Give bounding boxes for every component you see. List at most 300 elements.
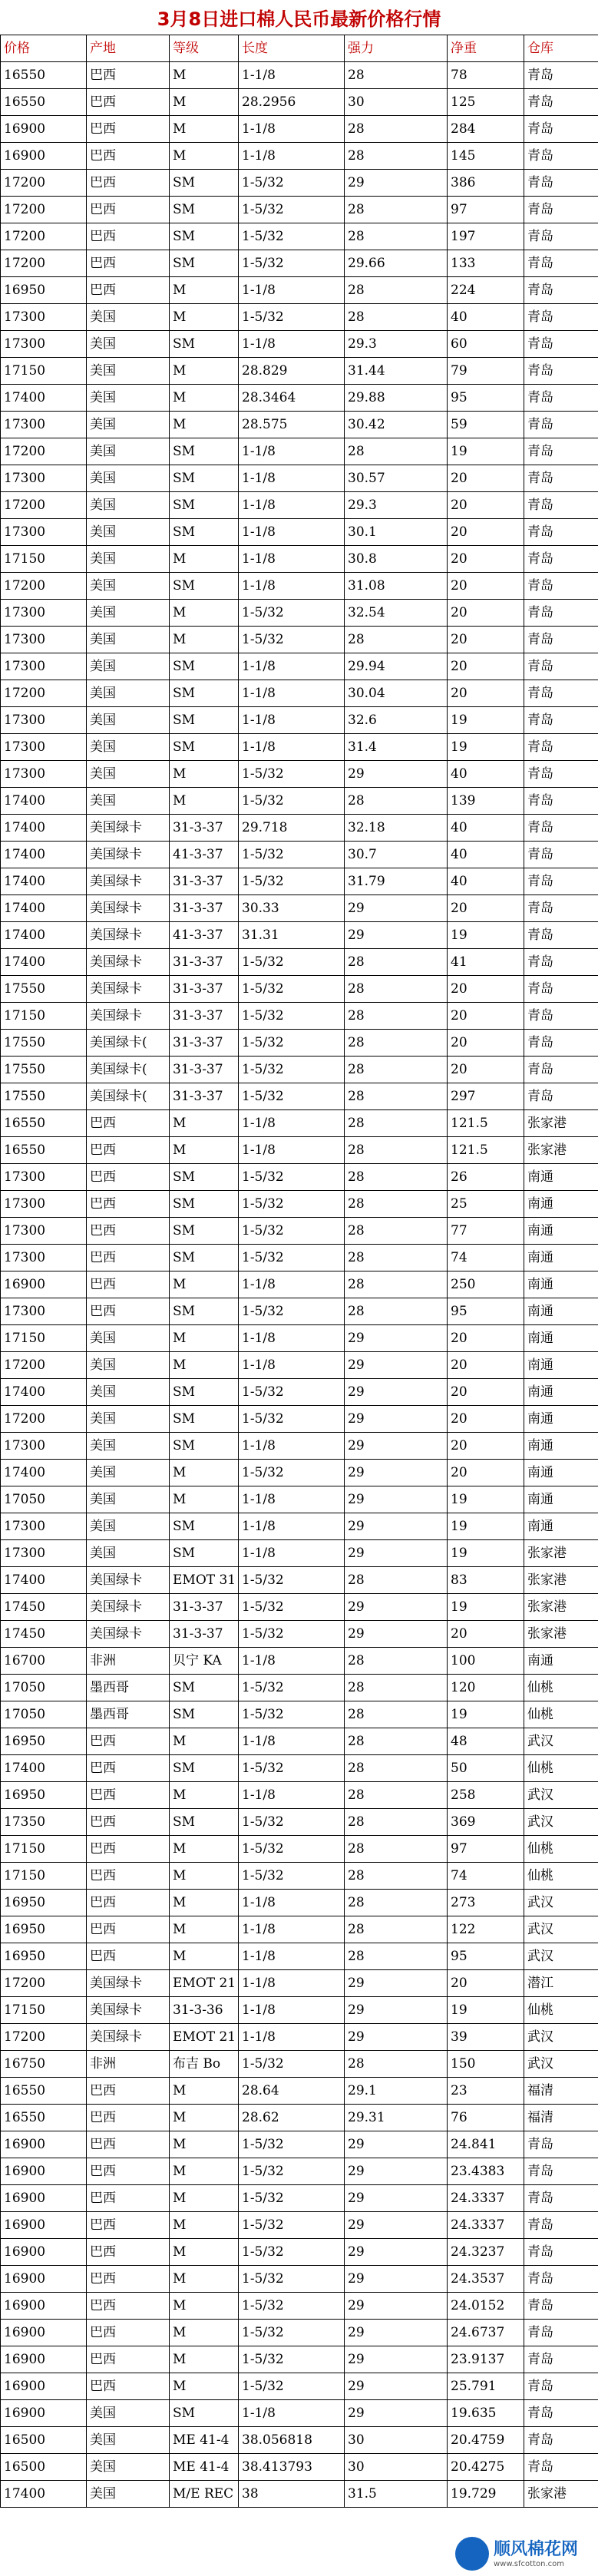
strength-cell: 29 xyxy=(345,761,448,788)
net-weight-cell: 20 xyxy=(448,976,524,1003)
net-weight-cell: 60 xyxy=(448,331,524,358)
warehouse-cell: 武汉 xyxy=(524,1890,598,1916)
price-cell: 16550 xyxy=(1,89,87,116)
net-weight-cell: 24.3537 xyxy=(448,2266,524,2293)
net-weight-cell: 122 xyxy=(448,1916,524,1943)
origin-cell: 巴西 xyxy=(87,1943,170,1970)
strength-cell: 28 xyxy=(345,116,448,143)
price-cell: 16950 xyxy=(1,1916,87,1943)
origin-cell: 美国绿卡 xyxy=(87,949,170,976)
origin-cell: 美国 xyxy=(87,331,170,358)
origin-cell: 美国 xyxy=(87,358,170,385)
net-weight-cell: 78 xyxy=(448,62,524,89)
price-cell: 16900 xyxy=(1,2373,87,2400)
grade-cell: SM xyxy=(170,1191,239,1218)
strength-cell: 28 xyxy=(345,438,448,465)
length-cell: 38.056818 xyxy=(239,2427,345,2454)
price-cell: 17400 xyxy=(1,868,87,895)
strength-cell: 28 xyxy=(345,62,448,89)
price-cell: 16900 xyxy=(1,116,87,143)
length-cell: 1-1/8 xyxy=(239,1728,345,1755)
price-cell: 17300 xyxy=(1,1245,87,1271)
warehouse-cell: 青岛 xyxy=(524,761,598,788)
origin-cell: 美国绿卡 xyxy=(87,895,170,922)
grade-cell: 贝宁 KA xyxy=(170,1648,239,1675)
table-row xyxy=(1,2051,598,2078)
length-cell: 1-1/8 xyxy=(239,653,345,680)
origin-cell: 巴西 xyxy=(87,1836,170,1863)
length-cell: 1-1/8 xyxy=(239,143,345,170)
net-weight-cell: 59 xyxy=(448,412,524,438)
length-cell: 1-5/32 xyxy=(239,949,345,976)
price-cell: 17300 xyxy=(1,1540,87,1567)
strength-cell: 28 xyxy=(345,1890,448,1916)
price-cell: 17400 xyxy=(1,895,87,922)
grade-cell: SM xyxy=(170,1433,239,1460)
net-weight-cell: 250 xyxy=(448,1271,524,1298)
warehouse-cell: 青岛 xyxy=(524,788,598,815)
strength-cell: 29 xyxy=(345,1594,448,1621)
strength-cell: 29 xyxy=(345,2185,448,2212)
warehouse-cell: 青岛 xyxy=(524,1083,598,1110)
origin-cell: 非洲 xyxy=(87,1648,170,1675)
length-cell: 1-5/32 xyxy=(239,1406,345,1433)
grade-cell: M xyxy=(170,2239,239,2266)
origin-cell: 美国 xyxy=(87,492,170,519)
origin-cell: 巴西 xyxy=(87,1164,170,1191)
grade-cell: M/E REC xyxy=(170,2481,239,2508)
length-cell: 1-5/32 xyxy=(239,1594,345,1621)
table-row xyxy=(1,653,598,680)
net-weight-cell: 100 xyxy=(448,1648,524,1675)
table-row xyxy=(1,1755,598,1782)
length-cell: 1-5/32 xyxy=(239,1675,345,1701)
grade-cell: M xyxy=(170,1782,239,1809)
warehouse-cell: 潜江 xyxy=(524,1970,598,1997)
length-cell: 31.31 xyxy=(239,922,345,949)
warehouse-cell: 张家港 xyxy=(524,2481,598,2508)
length-cell: 30.33 xyxy=(239,895,345,922)
price-cell: 16900 xyxy=(1,2185,87,2212)
length-cell: 1-5/32 xyxy=(239,2212,345,2239)
warehouse-cell: 仙桃 xyxy=(524,1997,598,2024)
length-cell: 1-1/8 xyxy=(239,1325,345,1352)
table-row xyxy=(1,1809,598,1836)
origin-cell: 美国绿卡 xyxy=(87,1970,170,1997)
table-row xyxy=(1,1621,598,1648)
strength-cell: 28 xyxy=(345,1245,448,1271)
origin-cell: 美国 xyxy=(87,519,170,546)
price-cell: 16950 xyxy=(1,277,87,304)
price-cell: 17300 xyxy=(1,519,87,546)
warehouse-cell: 南通 xyxy=(524,1191,598,1218)
origin-cell: 巴西 xyxy=(87,2320,170,2346)
length-cell: 38 xyxy=(239,2481,345,2508)
origin-cell: 巴西 xyxy=(87,223,170,250)
length-cell: 1-1/8 xyxy=(239,116,345,143)
length-cell: 1-5/32 xyxy=(239,600,345,627)
net-weight-cell: 19 xyxy=(448,734,524,761)
origin-cell: 美国 xyxy=(87,465,170,492)
warehouse-cell: 青岛 xyxy=(524,2346,598,2373)
length-cell: 1-5/32 xyxy=(239,2373,345,2400)
warehouse-cell: 仙桃 xyxy=(524,1836,598,1863)
table-row xyxy=(1,2024,598,2051)
origin-cell: 巴西 xyxy=(87,170,170,197)
strength-cell: 29 xyxy=(345,2373,448,2400)
warehouse-cell: 南通 xyxy=(524,1379,598,1406)
table-row xyxy=(1,2293,598,2320)
origin-cell: 美国绿卡 xyxy=(87,815,170,842)
origin-cell: 墨西哥 xyxy=(87,1701,170,1728)
table-row xyxy=(1,1218,598,1245)
strength-cell: 28 xyxy=(345,223,448,250)
warehouse-cell: 青岛 xyxy=(524,2454,598,2481)
warehouse-cell: 南通 xyxy=(524,1648,598,1675)
warehouse-cell: 武汉 xyxy=(524,2024,598,2051)
strength-cell: 29 xyxy=(345,895,448,922)
net-weight-cell: 121.5 xyxy=(448,1110,524,1137)
warehouse-cell: 青岛 xyxy=(524,2185,598,2212)
warehouse-cell: 青岛 xyxy=(524,277,598,304)
table-row xyxy=(1,1594,598,1621)
origin-cell: 美国绿卡 xyxy=(87,922,170,949)
warehouse-cell: 青岛 xyxy=(524,465,598,492)
price-cell: 17150 xyxy=(1,546,87,573)
net-weight-cell: 26 xyxy=(448,1164,524,1191)
warehouse-cell: 仙桃 xyxy=(524,1675,598,1701)
table-row xyxy=(1,1406,598,1433)
price-cell: 17200 xyxy=(1,1970,87,1997)
warehouse-cell: 武汉 xyxy=(524,1943,598,1970)
grade-cell: M xyxy=(170,2212,239,2239)
length-cell: 1-5/32 xyxy=(239,304,345,331)
header-origin: 产地 xyxy=(87,35,170,62)
length-cell: 1-5/32 xyxy=(239,223,345,250)
price-cell: 17300 xyxy=(1,600,87,627)
grade-cell: M xyxy=(170,2373,239,2400)
price-cell: 17400 xyxy=(1,1460,87,1486)
net-weight-cell: 197 xyxy=(448,223,524,250)
grade-cell: SM xyxy=(170,223,239,250)
grade-cell: M xyxy=(170,304,239,331)
price-cell: 17150 xyxy=(1,1863,87,1890)
price-cell: 17300 xyxy=(1,761,87,788)
table-row xyxy=(1,627,598,653)
grade-cell: M xyxy=(170,2105,239,2131)
origin-cell: 巴西 xyxy=(87,1191,170,1218)
warehouse-cell: 青岛 xyxy=(524,2131,598,2158)
grade-cell: 41-3-37 xyxy=(170,842,239,868)
warehouse-cell: 张家港 xyxy=(524,1594,598,1621)
strength-cell: 29 xyxy=(345,2320,448,2346)
table-row xyxy=(1,2454,598,2481)
warehouse-cell: 南通 xyxy=(524,1164,598,1191)
warehouse-cell: 南通 xyxy=(524,1513,598,1540)
table-row xyxy=(1,1675,598,1701)
grade-cell: SM xyxy=(170,1513,239,1540)
table-row xyxy=(1,438,598,465)
warehouse-cell: 青岛 xyxy=(524,116,598,143)
strength-cell: 29 xyxy=(345,922,448,949)
header-grade: 等级 xyxy=(170,35,239,62)
price-cell: 17300 xyxy=(1,1218,87,1245)
warehouse-cell: 青岛 xyxy=(524,734,598,761)
grade-cell: SM xyxy=(170,465,239,492)
length-cell: 1-1/8 xyxy=(239,1997,345,2024)
grade-cell: SM xyxy=(170,331,239,358)
grade-cell: SM xyxy=(170,250,239,277)
origin-cell: 巴西 xyxy=(87,1916,170,1943)
origin-cell: 美国 xyxy=(87,2427,170,2454)
net-weight-cell: 76 xyxy=(448,2105,524,2131)
origin-cell: 巴西 xyxy=(87,62,170,89)
warehouse-cell: 青岛 xyxy=(524,304,598,331)
net-weight-cell: 41 xyxy=(448,949,524,976)
strength-cell: 31.08 xyxy=(345,573,448,600)
table-row xyxy=(1,1298,598,1325)
table-row xyxy=(1,842,598,868)
net-weight-cell: 20 xyxy=(448,1057,524,1083)
origin-cell: 美国 xyxy=(87,600,170,627)
net-weight-cell: 386 xyxy=(448,170,524,197)
length-cell: 28.3464 xyxy=(239,385,345,412)
table-row xyxy=(1,1379,598,1406)
net-weight-cell: 19 xyxy=(448,438,524,465)
site-logo-icon xyxy=(455,2537,489,2571)
net-weight-cell: 74 xyxy=(448,1863,524,1890)
price-cell: 17300 xyxy=(1,1433,87,1460)
price-cell: 16550 xyxy=(1,1110,87,1137)
table-row xyxy=(1,1701,598,1728)
warehouse-cell: 福清 xyxy=(524,2078,598,2105)
warehouse-cell: 青岛 xyxy=(524,2266,598,2293)
grade-cell: M xyxy=(170,2078,239,2105)
origin-cell: 巴西 xyxy=(87,277,170,304)
table-row xyxy=(1,1325,598,1352)
grade-cell: SM xyxy=(170,1540,239,1567)
table-row xyxy=(1,519,598,546)
length-cell: 28.64 xyxy=(239,2078,345,2105)
price-cell: 17050 xyxy=(1,1675,87,1701)
price-cell: 16950 xyxy=(1,1728,87,1755)
grade-cell: M xyxy=(170,358,239,385)
price-cell: 16900 xyxy=(1,2158,87,2185)
origin-cell: 美国绿卡 xyxy=(87,1997,170,2024)
price-cell: 16900 xyxy=(1,2293,87,2320)
warehouse-cell: 青岛 xyxy=(524,331,598,358)
strength-cell: 28 xyxy=(345,1701,448,1728)
origin-cell: 巴西 xyxy=(87,2078,170,2105)
table-row xyxy=(1,223,598,250)
strength-cell: 29 xyxy=(345,1486,448,1513)
warehouse-cell: 青岛 xyxy=(524,976,598,1003)
price-cell: 17300 xyxy=(1,1298,87,1325)
net-weight-cell: 39 xyxy=(448,2024,524,2051)
grade-cell: SM xyxy=(170,680,239,707)
warehouse-cell: 南通 xyxy=(524,1245,598,1271)
price-cell: 16750 xyxy=(1,2051,87,2078)
strength-cell: 28 xyxy=(345,1218,448,1245)
table-row xyxy=(1,116,598,143)
grade-cell: M xyxy=(170,2158,239,2185)
grade-cell: SM xyxy=(170,1164,239,1191)
origin-cell: 美国 xyxy=(87,304,170,331)
warehouse-cell: 青岛 xyxy=(524,2293,598,2320)
net-weight-cell: 83 xyxy=(448,1567,524,1594)
strength-cell: 28 xyxy=(345,304,448,331)
length-cell: 1-1/8 xyxy=(239,1648,345,1675)
warehouse-cell: 青岛 xyxy=(524,519,598,546)
table-row xyxy=(1,331,598,358)
length-cell: 1-5/32 xyxy=(239,1621,345,1648)
table-row xyxy=(1,815,598,842)
origin-cell: 美国绿卡 xyxy=(87,976,170,1003)
length-cell: 1-1/8 xyxy=(239,680,345,707)
net-weight-cell: 20 xyxy=(448,465,524,492)
origin-cell: 美国 xyxy=(87,653,170,680)
price-cell: 17200 xyxy=(1,492,87,519)
table-row xyxy=(1,358,598,385)
price-cell: 16900 xyxy=(1,1271,87,1298)
length-cell: 1-1/8 xyxy=(239,1137,345,1164)
price-cell: 16950 xyxy=(1,1890,87,1916)
warehouse-cell: 青岛 xyxy=(524,546,598,573)
strength-cell: 29 xyxy=(345,1970,448,1997)
strength-cell: 28 xyxy=(345,1030,448,1057)
grade-cell: 31-3-37 xyxy=(170,1083,239,1110)
grade-cell: SM xyxy=(170,653,239,680)
length-cell: 1-5/32 xyxy=(239,1379,345,1406)
length-cell: 1-5/32 xyxy=(239,1567,345,1594)
net-weight-cell: 24.3337 xyxy=(448,2185,524,2212)
origin-cell: 巴西 xyxy=(87,197,170,223)
length-cell: 1-1/8 xyxy=(239,1890,345,1916)
origin-cell: 美国 xyxy=(87,2481,170,2508)
warehouse-cell: 青岛 xyxy=(524,815,598,842)
price-cell: 17400 xyxy=(1,842,87,868)
grade-cell: 31-3-37 xyxy=(170,1594,239,1621)
header-warehouse: 仓库 xyxy=(524,35,598,62)
grade-cell: 31-3-37 xyxy=(170,895,239,922)
length-cell: 1-5/32 xyxy=(239,197,345,223)
table-row xyxy=(1,1782,598,1809)
strength-cell: 32.6 xyxy=(345,707,448,734)
price-cell: 16950 xyxy=(1,1943,87,1970)
warehouse-cell: 青岛 xyxy=(524,250,598,277)
length-cell: 1-5/32 xyxy=(239,1298,345,1325)
origin-cell: 巴西 xyxy=(87,2266,170,2293)
warehouse-cell: 青岛 xyxy=(524,653,598,680)
strength-cell: 29 xyxy=(345,1406,448,1433)
strength-cell: 30 xyxy=(345,2427,448,2454)
grade-cell: M xyxy=(170,62,239,89)
length-cell: 28.575 xyxy=(239,412,345,438)
table-row xyxy=(1,1836,598,1863)
grade-cell: ME 41-4 xyxy=(170,2427,239,2454)
price-cell: 16900 xyxy=(1,2266,87,2293)
length-cell: 1-5/32 xyxy=(239,1003,345,1030)
table-row xyxy=(1,2400,598,2427)
length-cell: 1-5/32 xyxy=(239,1245,345,1271)
net-weight-cell: 20 xyxy=(448,1970,524,1997)
strength-cell: 28 xyxy=(345,1567,448,1594)
table-row xyxy=(1,680,598,707)
net-weight-cell: 369 xyxy=(448,1809,524,1836)
net-weight-cell: 20 xyxy=(448,1379,524,1406)
net-weight-cell: 224 xyxy=(448,277,524,304)
warehouse-cell: 仙桃 xyxy=(524,1701,598,1728)
table-row xyxy=(1,2078,598,2105)
warehouse-cell: 青岛 xyxy=(524,2400,598,2427)
price-cell: 17400 xyxy=(1,815,87,842)
table-row xyxy=(1,2239,598,2266)
grade-cell: M xyxy=(170,2320,239,2346)
price-cell: 17400 xyxy=(1,949,87,976)
grade-cell: M xyxy=(170,1836,239,1863)
warehouse-cell: 青岛 xyxy=(524,2427,598,2454)
origin-cell: 巴西 xyxy=(87,116,170,143)
warehouse-cell: 南通 xyxy=(524,1271,598,1298)
warehouse-cell: 青岛 xyxy=(524,2320,598,2346)
origin-cell: 美国 xyxy=(87,573,170,600)
length-cell: 29.718 xyxy=(239,815,345,842)
price-cell: 17200 xyxy=(1,1352,87,1379)
grade-cell: SM xyxy=(170,1701,239,1728)
strength-cell: 28 xyxy=(345,1083,448,1110)
table-row xyxy=(1,1916,598,1943)
price-cell: 17200 xyxy=(1,680,87,707)
length-cell: 1-1/8 xyxy=(239,1970,345,1997)
strength-cell: 29 xyxy=(345,2239,448,2266)
watermark-url: www.sfcotton.com xyxy=(494,2559,564,2568)
warehouse-cell: 青岛 xyxy=(524,895,598,922)
length-cell: 1-5/32 xyxy=(239,788,345,815)
strength-cell: 28 xyxy=(345,1137,448,1164)
length-cell: 1-1/8 xyxy=(239,1433,345,1460)
length-cell: 1-5/32 xyxy=(239,976,345,1003)
table-row xyxy=(1,1943,598,1970)
table-row xyxy=(1,1271,598,1298)
strength-cell: 29 xyxy=(345,2024,448,2051)
grade-cell: M xyxy=(170,143,239,170)
net-weight-cell: 24.0152 xyxy=(448,2293,524,2320)
origin-cell: 美国 xyxy=(87,1379,170,1406)
net-weight-cell: 19 xyxy=(448,1486,524,1513)
length-cell: 1-1/8 xyxy=(239,438,345,465)
origin-cell: 美国绿卡( xyxy=(87,1083,170,1110)
warehouse-cell: 青岛 xyxy=(524,143,598,170)
table-row xyxy=(1,2373,598,2400)
strength-cell: 29 xyxy=(345,2212,448,2239)
warehouse-cell: 南通 xyxy=(524,1460,598,1486)
grade-cell: SM xyxy=(170,519,239,546)
origin-cell: 美国 xyxy=(87,1540,170,1567)
warehouse-cell: 南通 xyxy=(524,1218,598,1245)
length-cell: 1-5/32 xyxy=(239,761,345,788)
grade-cell: M xyxy=(170,600,239,627)
strength-cell: 29 xyxy=(345,1460,448,1486)
warehouse-cell: 青岛 xyxy=(524,438,598,465)
strength-cell: 32.18 xyxy=(345,815,448,842)
table-row xyxy=(1,2212,598,2239)
table-row xyxy=(1,2105,598,2131)
net-weight-cell: 20 xyxy=(448,1621,524,1648)
warehouse-cell: 仙桃 xyxy=(524,1755,598,1782)
origin-cell: 美国 xyxy=(87,385,170,412)
grade-cell: SM xyxy=(170,1406,239,1433)
price-cell: 17550 xyxy=(1,976,87,1003)
